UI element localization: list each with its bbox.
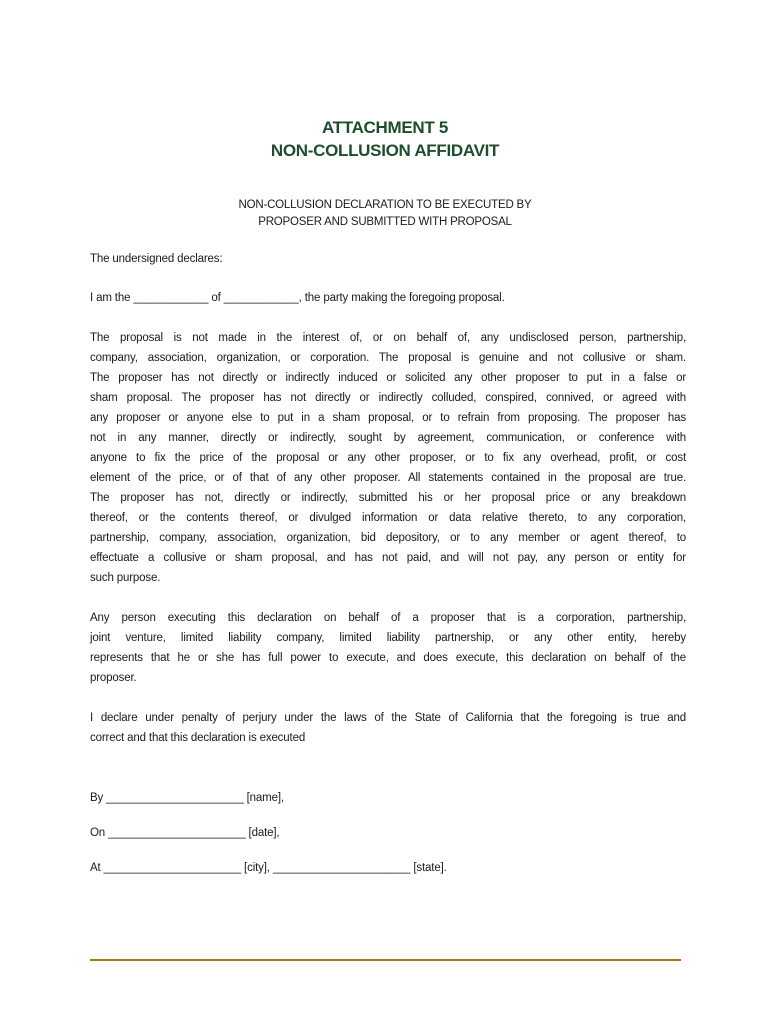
paragraph-line: correct and that this declaration is executed xyxy=(90,732,306,744)
paragraph-line: company, association, organization, or corporation. The proposal is genuine and not collusive or sham. xyxy=(90,352,686,364)
paragraph-line: represents that he or she has full power to execute, and does execute, this declaration on behalf of the xyxy=(90,652,686,664)
paragraph-line: Any person executing this declaration on behalf of a proposer that is a corporation, partnership, xyxy=(90,612,686,624)
paragraph-line: not in any manner, directly or indirectly, sought by agreement, communication, or conference with xyxy=(90,432,686,444)
affidavit-title: NON-COLLUSION AFFIDAVIT xyxy=(270,141,500,160)
footer-divider xyxy=(90,959,681,961)
signature-on-date: On ______________________ [date], xyxy=(90,827,280,839)
paragraph-line: The proposer has not directly or indirectly induced or solicited any other proposer to put in a false or xyxy=(90,372,686,384)
signature-at-location: At ______________________ [city], ______________________ [state]. xyxy=(90,862,447,874)
paragraph-line: such purpose. xyxy=(90,572,161,584)
intro-text: The undersigned declares: xyxy=(90,253,223,265)
paragraph-line: The proposal is not made in the interest of, or on behalf of, any undisclosed person, partnership, xyxy=(90,332,686,344)
paragraph-line: The proposer has not, directly or indirectly, submitted his or her proposal price or any breakdown xyxy=(90,492,686,504)
paragraph-line: anyone to fix the price of the proposal or any other proposer, or to fix any overhead, profit, or cost xyxy=(90,452,686,464)
signature-by-name: By ______________________ [name], xyxy=(90,792,284,804)
paragraph-line: any proposer or anyone else to put in a sham proposal, or to refrain from proposing. The proposer has xyxy=(90,412,686,424)
paragraph-line: sham proposal. The proposer has not directly or indirectly colluded, conspired, connived, or agreed with xyxy=(90,392,686,404)
paragraph-line: element of the price, or of that of any other proposer. All statements contained in the proposal are true. xyxy=(90,472,686,484)
declaration-subtitle-line1: NON-COLLUSION DECLARATION TO BE EXECUTED BY xyxy=(238,199,532,211)
attachment-title: ATTACHMENT 5 xyxy=(321,118,449,137)
paragraph-line: thereof, or the contents thereof, or divulged information or data relative thereto, to any corporation, xyxy=(90,512,686,524)
paragraph-line: joint venture, limited liability company, limited liability partnership, or any other entity, hereby xyxy=(90,632,686,644)
paragraph-line: partnership, company, association, organization, bid depository, or to any member or agent thereof, to xyxy=(90,532,686,544)
paragraph-line: proposer. xyxy=(90,672,137,684)
paragraph-line: I declare under penalty of perjury under the laws of the State of California that the foregoing is true and xyxy=(90,712,686,724)
declaration-subtitle-line2: PROPOSER AND SUBMITTED WITH PROPOSAL xyxy=(258,216,512,228)
paragraph-line: effectuate a collusive or sham proposal, and has not paid, and will not pay, any person or entity for xyxy=(90,552,686,564)
party-line: I am the ____________ of ____________, the party making the foregoing proposal. xyxy=(90,292,505,304)
